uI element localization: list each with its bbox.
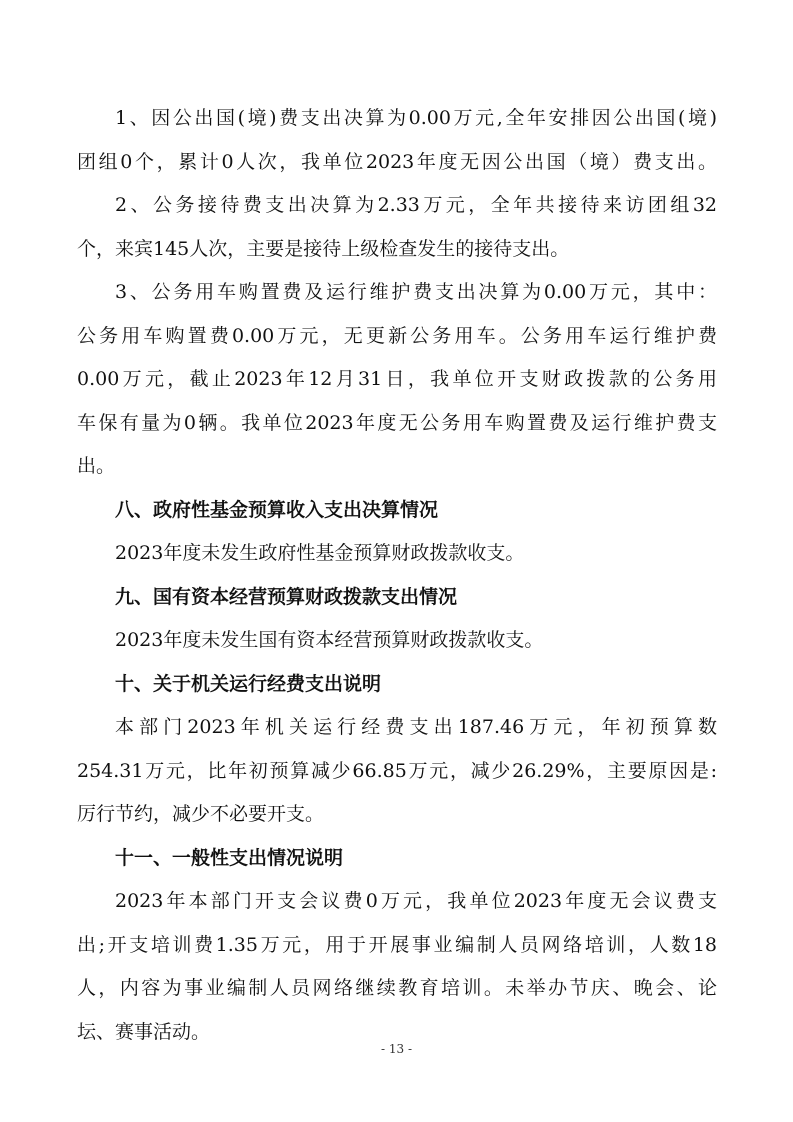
paragraph-line: 254.31万元，比年初预算减少66.85万元，减少26.29%，主要原因是: (77, 760, 717, 782)
section-heading-operating-expenses: 十、关于机关运行经费支出说明 (115, 673, 382, 695)
paragraph-line: 本部门2023年机关运行经费支出187.46万元，年初预算数 (115, 716, 717, 738)
paragraph-line: 坛、赛事活动。 (77, 1021, 211, 1043)
paragraph-line: 人，内容为事业编制人员网络继续教育培训。未举办节庆、晚会、论 (77, 977, 717, 999)
paragraph-line: 团组0个，累计0人次，我单位2023年度无因公出国（境）费支出。 (77, 151, 717, 173)
section-heading-state-capital: 九、国有资本经营预算财政拨款支出情况 (115, 586, 458, 608)
section-heading-government-fund: 八、政府性基金预算收入支出决算情况 (115, 499, 439, 521)
section-heading-general-expenditure: 十一、一般性支出情况说明 (115, 847, 344, 869)
paragraph-line: 0.00万元，截止2023年12月31日，我单位开支财政拨款的公务用 (77, 368, 717, 390)
paragraph-line: 出;开支培训费1.35万元，用于开展事业编制人员网络培训，人数18 (77, 934, 717, 956)
paragraph-line: 出。 (77, 455, 116, 477)
paragraph-line: 1、因公出国(境)费支出决算为0.00万元,全年安排因公出国(境) (115, 107, 717, 129)
paragraph-line: 3、公务用车购置费及运行维护费支出决算为0.00万元，其中： (115, 281, 717, 303)
paragraph-line: 车保有量为0辆。我单位2023年度无公务用车购置费及运行维护费支 (77, 412, 717, 434)
paragraph-line: 个，来宾145人次，主要是接待上级检查发生的接待支出。 (77, 238, 570, 260)
paragraph-line: 2023年本部门开支会议费0万元，我单位2023年度无会议费支 (115, 890, 717, 912)
page-number: - 13 - (380, 1042, 412, 1056)
paragraph-line: 公务用车购置费0.00万元，无更新公务用车。公务用车运行维护费 (77, 325, 717, 347)
paragraph-line: 2023年度未发生政府性基金预算财政拨款收支。 (115, 542, 525, 564)
paragraph-line: 2023年度未发生国有资本经营预算财政拨款收支。 (115, 629, 544, 651)
paragraph-line: 厉行节约，减少不必要开支。 (77, 803, 325, 825)
paragraph-line: 2、公务接待费支出决算为2.33万元，全年共接待来访团组32 (115, 194, 717, 216)
